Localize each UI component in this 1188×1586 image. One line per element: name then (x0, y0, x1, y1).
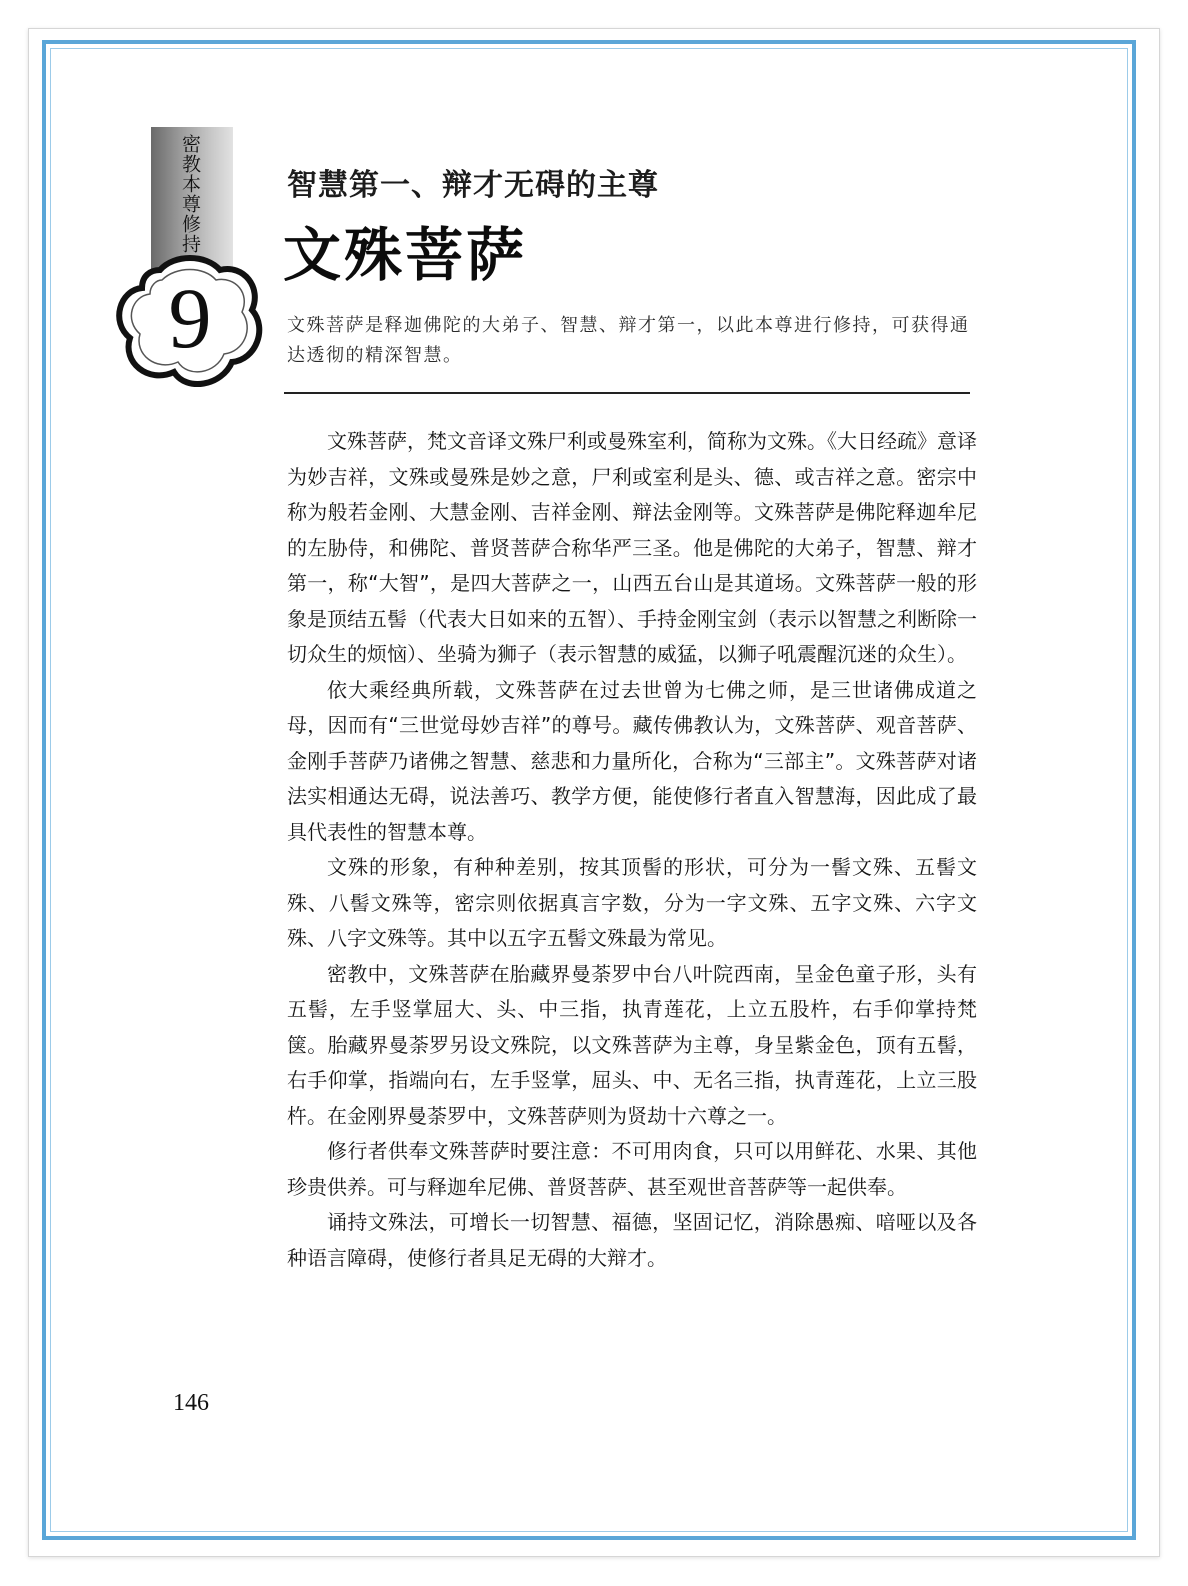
chapter-number: 9 (168, 270, 212, 366)
body-paragraph: 诵持文殊法，可增长一切智慧、福德，坚固记忆，消除愚痴、喑哑以及各种语言障碍，使修行者具足无碍的大辩才。 (287, 1210, 977, 1270)
body-paragraph: 密教中，文殊菩萨在胎藏界曼荼罗中台八叶院西南，呈金色童子形，头有五髻，左手竖掌屈大、头、中三指，执青莲花，上立五股杵，右手仰掌持梵箧。胎藏界曼荼罗另设文殊院，以文殊菩萨为主尊，身呈紫金色，顶有五髻，右手仰掌，指端向右，左手竖掌，屈头、中、无名三指，执青莲花，上立三股杵。在金刚界曼荼罗中，文殊菩萨则为贤劫十六尊之一。 (287, 961, 977, 1128)
body-paragraph: 依大乘经典所载，文殊菩萨在过去世曾为七佛之师，是三世诸佛成道之母，因而有“三世觉母妙吉祥”的尊号。藏传佛教认为，文殊菩萨、观音菩萨、金刚手菩萨乃诸佛之智慧、慈悲和力量所化，合称为“三部主”。文殊菩萨对诸法实相通达无碍，说法善巧、教学方便，能使修行者直入智慧海，因此成了最具代表性的智慧本尊。 (287, 677, 977, 844)
chapter-subtitle: 智慧第一、辩才无碍的主尊 (287, 168, 659, 203)
body-paragraph: 修行者供奉文殊菩萨时要注意：不可用肉食，只可以用鲜花、水果、其他珍贵供养。可与释迦牟尼佛、普贤菩萨、甚至观世音菩萨等一起供奉。 (287, 1139, 977, 1199)
body-paragraph: 文殊的形象，有种种差别，按其顶髻的形状，可分为一髻文殊、五髻文殊、八髻文殊等，密宗则依据真言字数，分为一字文殊、五字文殊、六字文殊、八字文殊等。其中以五字五髻文殊最为常见。 (287, 855, 977, 950)
body-text (287, 424, 977, 1276)
page-number: 146 (173, 1390, 209, 1416)
intro-summary: 文殊菩萨是释迦佛陀的大弟子、智慧、辩才第一，以此本尊进行修持，可获得通达透彻的精深智慧。 (287, 315, 970, 366)
page-title: 文殊菩萨 (283, 221, 528, 289)
series-label: 密教本尊修持 (179, 134, 201, 254)
body-paragraph: 文殊菩萨，梵文音译文殊尸利或曼殊室利，简称为文殊。《大日经疏》意译为妙吉祥，文殊或曼殊是妙之意，尸利或室利是头、德、或吉祥之意。密宗中称为般若金刚、大慧金刚、吉祥金刚、辩法金刚等。文殊菩萨是佛陀释迦牟尼的左胁侍，和佛陀、普贤菩萨合称华严三圣。他是佛陀的大弟子，智慧、辩才第一，称“大智”，是四大菩萨之一，山西五台山是其道场。文殊菩萨一般的形象是顶结五髻（代表大日如来的五智）、手持金刚宝剑（表示以智慧之利断除一切众生的烦恼）、坐骑为狮子（表示智慧的威猛，以狮子吼震醒沉迷的众生）。 (287, 429, 977, 666)
title-divider (284, 392, 970, 394)
